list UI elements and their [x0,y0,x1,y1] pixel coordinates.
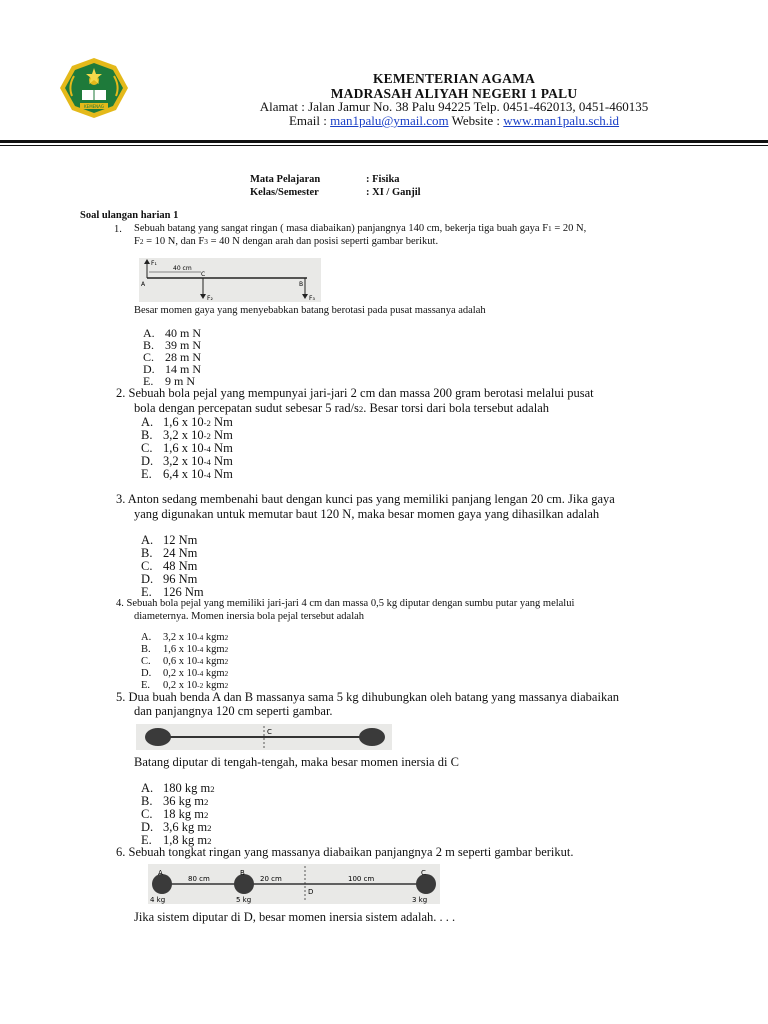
q5-stem: Batang diputar di tengah-tengah, maka besar momen inersia di C [134,755,459,769]
contact-line [140,113,768,129]
svg-text:100 cm: 100 cm [348,875,375,883]
svg-text:A: A [141,281,146,288]
q2-line1: 2. Sebuah bola pejal yang mempunyai jari-jari 2 cm dan massa 200 gram berotasi melalui pusat [116,386,594,400]
q4-line1: 4. Sebuah bola pejal yang memiliki jari-jari 4 cm dan massa 0,5 kg diputar dengan sumbu putar yang melalui [116,598,575,609]
q5-figure [136,724,392,750]
institution-line-1: KEMENTERIAN AGAMA [372,71,536,86]
q3-line2: yang digunakan untuk memutar baut 120 N, maka besar momen gaya yang dihasilkan adalah [134,507,600,521]
class-label: Kelas/Semester [250,187,319,198]
logo-text: KEMENAG [84,104,104,109]
institution-line-2: MADRASAH ALIYAH NEGERI 1 PALU [330,86,578,101]
q6-stem: Jika sistem diputar di D, besar momen inersia sistem adalah. . . . [134,910,456,924]
section-title: Soal ulangan harian 1 [80,210,179,221]
svg-text:A: A [158,869,163,877]
q1-line2: $F_2 = 10$ N, dan $F_3 = 40$ N dengan arah dan posisi seperti gambar berikut. [134,236,439,247]
svg-text:C: C [201,271,206,278]
svg-text:C: C [421,869,426,877]
website-label: Website : [448,113,504,128]
q1-stem: Besar momen gaya yang menyebabkan batang berotasi pada pusat massanya adalah [134,305,486,316]
q1-number: 1. [114,224,122,235]
svg-text:D: D [308,888,314,896]
address: Alamat : Jalan Jamur No. 38 Palu 94225 Telp. 0451-462013, 0451-460135 [259,99,649,114]
class-value: : XI / Ganjil [366,187,421,198]
subject-value: : Fisika [366,174,400,185]
q3-line1: 3. Anton sedang membenahi baut dengan kunci pas yang memiliki panjang lengan 20 cm. Jika gaya [116,492,615,506]
header-rule-thick [0,140,768,143]
email-label: Email : [288,113,331,128]
svg-text:F₃: F₃ [309,295,315,302]
svg-text:4 kg: 4 kg [150,896,166,904]
q6-figure [148,864,440,904]
kemenag-logo [58,56,130,120]
q5-line1: 5. Dua buah benda A dan B massanya sama 5 kg dihubungkan oleh batang yang massanya diabaikan [116,690,620,704]
header-rule-thin [0,145,768,146]
svg-text:F₂: F₂ [207,295,213,302]
svg-text:80 cm: 80 cm [188,875,210,883]
q2-line2: bola dengan percepatan sudut sebesar 5 rad/$s^2$. Besar torsi dari bola tersebut adalah [134,401,549,415]
q1-figure [139,258,321,302]
q4-line2: diameternya. Momen inersia bola pejal tersebut adalah [134,611,365,622]
q1-line1: Sebuah batang yang sangat ringan ( masa diabaikan) panjangnya 140 cm, bekerja tiga buah gaya $F_1 = 20$ N, [134,223,587,234]
q5-line2: dan panjangnya 120 cm seperti gambar. [134,704,333,718]
svg-text:F₁: F₁ [151,260,157,267]
subject-label: Mata Pelajaran [250,174,321,185]
email-link[interactable]: man1palu@ymail.com [330,113,449,128]
svg-text:20 cm: 20 cm [260,875,282,883]
q6-line1: 6. Sebuah tongkat ringan yang massanya diabaikan panjangnya 2 m seperti gambar berikut. [116,845,574,859]
svg-text:C: C [267,728,272,736]
svg-text:3 kg: 3 kg [412,896,428,904]
svg-text:40 cm: 40 cm [173,265,192,272]
svg-text:5 kg: 5 kg [236,896,252,904]
svg-text:B: B [299,281,304,288]
svg-text:B: B [240,869,245,877]
website-link[interactable]: www.man1palu.sch.id [503,113,620,128]
